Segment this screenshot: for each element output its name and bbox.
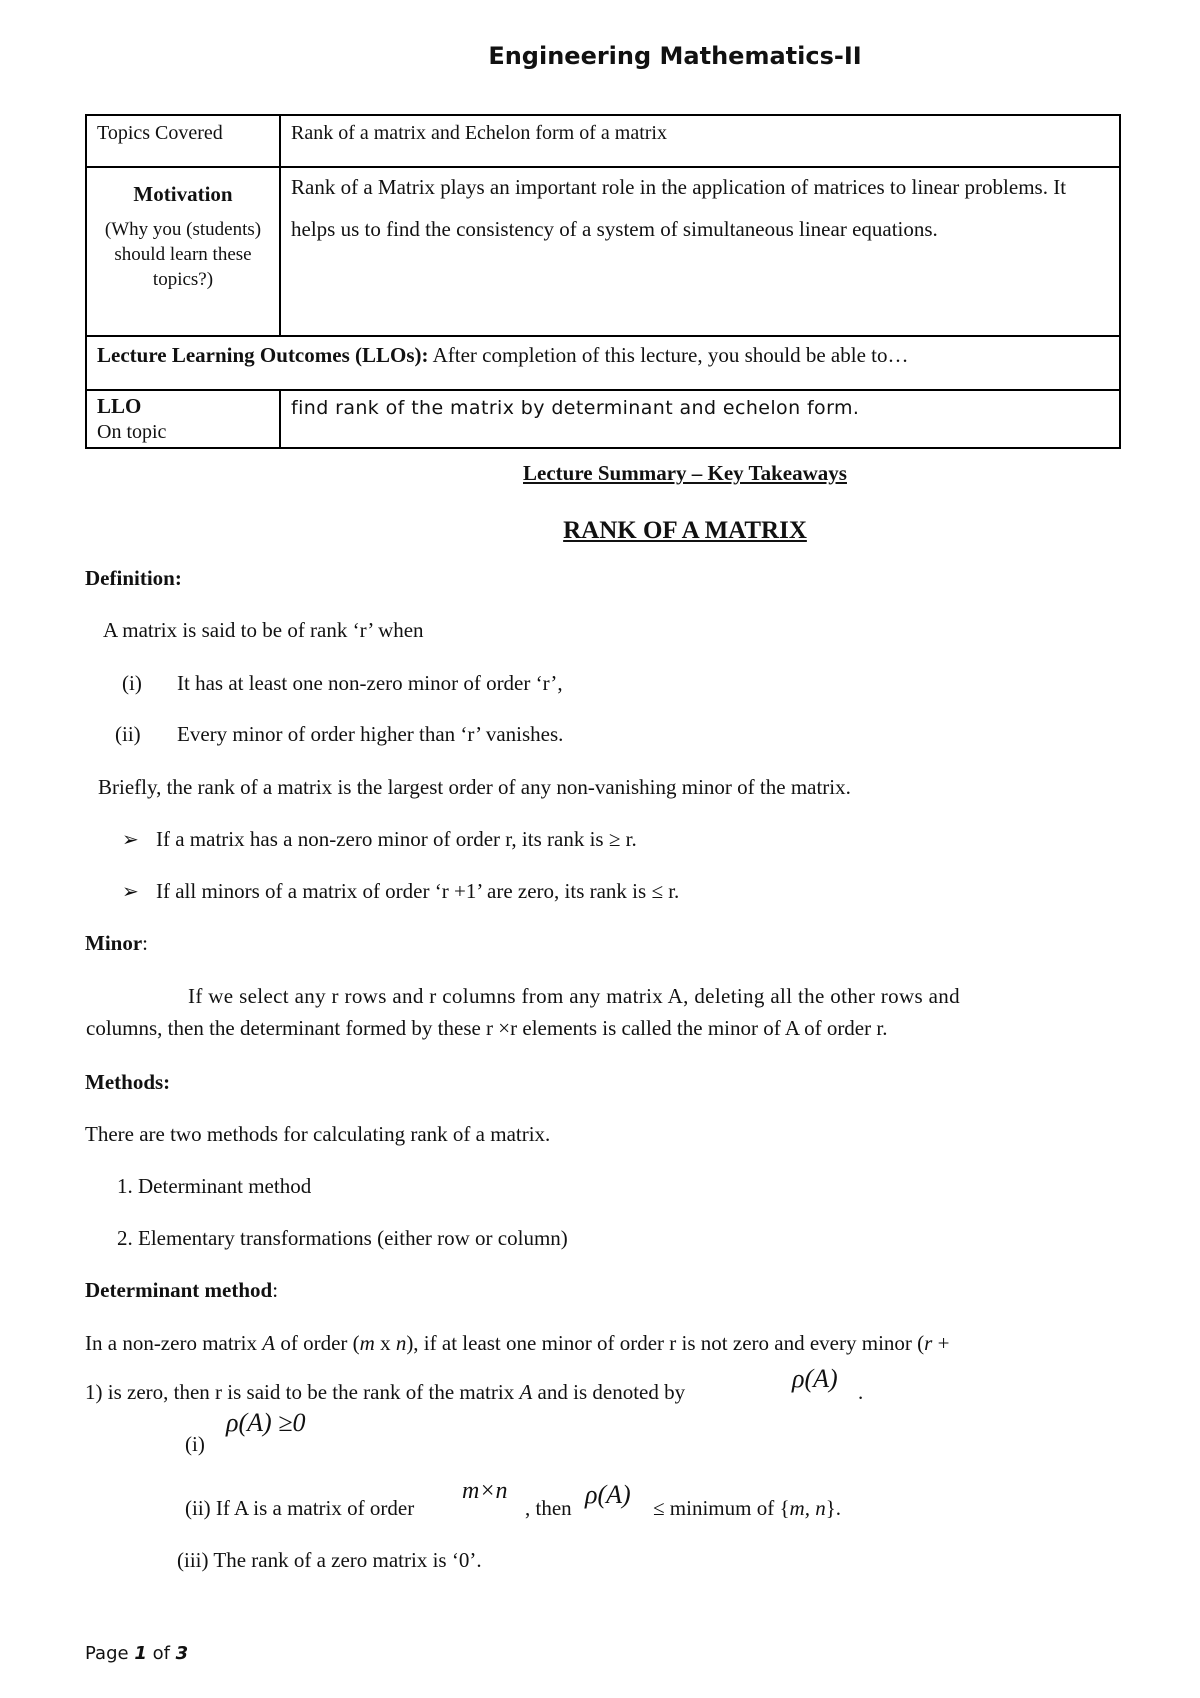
motivation-row [86,167,1120,336]
text-span: 1) is zero, then r is said to be the rank of the matrix [85,1380,520,1404]
topics-label: Topics Covered [86,115,280,167]
minor-definition-line: columns, then the determinant formed by these r ×r elements is called the minor of A of order r. [86,1016,888,1040]
method-item: 1. Determinant method [117,1174,312,1198]
llo-heading [86,336,1120,390]
determinant-text-line [85,1331,949,1356]
bullet-item [122,827,637,852]
minor-definition-line: If we select any r rows and r columns from any matrix A, deleting all the other rows and [188,984,961,1008]
definition-item-text: Every minor of order higher than ‘r’ vanishes. [177,722,564,746]
llo-heading-bold: Lecture Learning Outcomes (LLOs): [97,343,429,367]
property-text: (ii) If A is a matrix of order [185,1496,415,1520]
page-header-title: Engineering Mathematics-II [488,42,862,70]
summary-heading: Lecture Summary – Key Takeaways [523,461,847,485]
page-footer [85,1643,188,1664]
math-var: m [359,1331,375,1355]
rank-symbol: ρ(A) [585,1480,631,1509]
bullet-text: If all minors of a matrix of order ‘r +1’ are zero, its rank is ≤ r. [156,879,680,903]
llo-heading-rest: After completion of this lecture, you should be able to… [428,343,909,367]
property-text [653,1496,841,1521]
math-var: m, n [789,1496,826,1520]
footer-total-pages: 3 [175,1643,189,1664]
math-var: A [262,1331,276,1355]
llo-row [86,390,1120,448]
determinant-heading-line [85,1278,278,1303]
definition-item-text: It has at least one non-zero minor of order ‘r’, [177,671,563,695]
llo-value: find rank of the matrix by determinant and echelon form. [280,390,1120,448]
rank-symbol: ρ(A) [792,1364,838,1393]
math-var: r [924,1331,933,1355]
definition-item-num: (i) [122,671,142,695]
math-var: n [395,1331,407,1355]
property-math: ρ(A) ≥0 [226,1408,306,1437]
text-span: of order ( [275,1331,360,1355]
arrow-bullet-icon: ➢ [122,881,139,903]
definition-heading: Definition: [85,566,182,590]
method-item: 2. Elementary transformations (either row or column) [117,1226,568,1250]
determinant-heading: Determinant method [85,1278,273,1302]
text-span: ≤ minimum of { [653,1496,790,1520]
determinant-colon: : [272,1278,279,1302]
text-span: In a non-zero matrix [85,1331,263,1355]
topics-value: Rank of a matrix and Echelon form of a matrix [280,115,1120,167]
definition-briefly: Briefly, the rank of a matrix is the largest order of any non-vanishing minor of the matrix. [98,775,851,799]
text-span: ), if at least one minor of order r is not zero and every minor ( [406,1331,925,1355]
bullet-text: If a matrix has a non-zero minor of order r, its rank is ≥ r. [156,827,637,851]
minor-heading-line [85,931,148,956]
llo-label: LLO [97,394,142,418]
property-text: (iii) The rank of a zero matrix is ‘0’. [177,1548,482,1572]
arrow-bullet-icon: ➢ [122,829,139,851]
minor-heading: Minor [85,931,143,955]
text-span: + [932,1331,950,1355]
motivation-text: Rank of a Matrix plays an important role in the application of matrices to linear problems. It helps us to find the consistency of a system of simultaneous linear equations. [291,175,1067,241]
footer-page-word: Page [85,1643,129,1664]
llo-label-cell [86,390,280,448]
lecture-info-table [85,114,1121,449]
order-symbol: m×n [462,1478,508,1504]
property-text: , then [525,1496,572,1520]
methods-intro: There are two methods for calculating rank of a matrix. [85,1122,551,1146]
footer-of-word: of [152,1643,170,1664]
definition-item-num: (ii) [115,722,141,746]
main-title: RANK OF A MATRIX [563,517,807,544]
math-var: A [519,1380,533,1404]
text-span: }. [825,1496,842,1520]
footer-page-number: 1 [134,1643,147,1664]
sentence-period: . [858,1380,864,1404]
text-span: and is denoted by [532,1380,686,1404]
llo-sublabel: On topic [97,421,167,443]
property-num: (i) [185,1432,205,1456]
topics-row [86,115,1120,167]
methods-heading: Methods: [85,1070,171,1094]
motivation-label: Motivation [133,182,233,206]
minor-colon: : [142,931,148,955]
llo-heading-row [86,336,1120,390]
motivation-cell [86,167,280,336]
bullet-item [122,879,679,904]
definition-intro: A matrix is said to be of rank ‘r’ when [103,618,424,642]
motivation-sublabel: (Why you (students) should learn these topics?) [104,219,262,290]
motivation-text-cell [280,167,1120,336]
text-span: x [374,1331,396,1355]
determinant-text-line [85,1380,685,1405]
